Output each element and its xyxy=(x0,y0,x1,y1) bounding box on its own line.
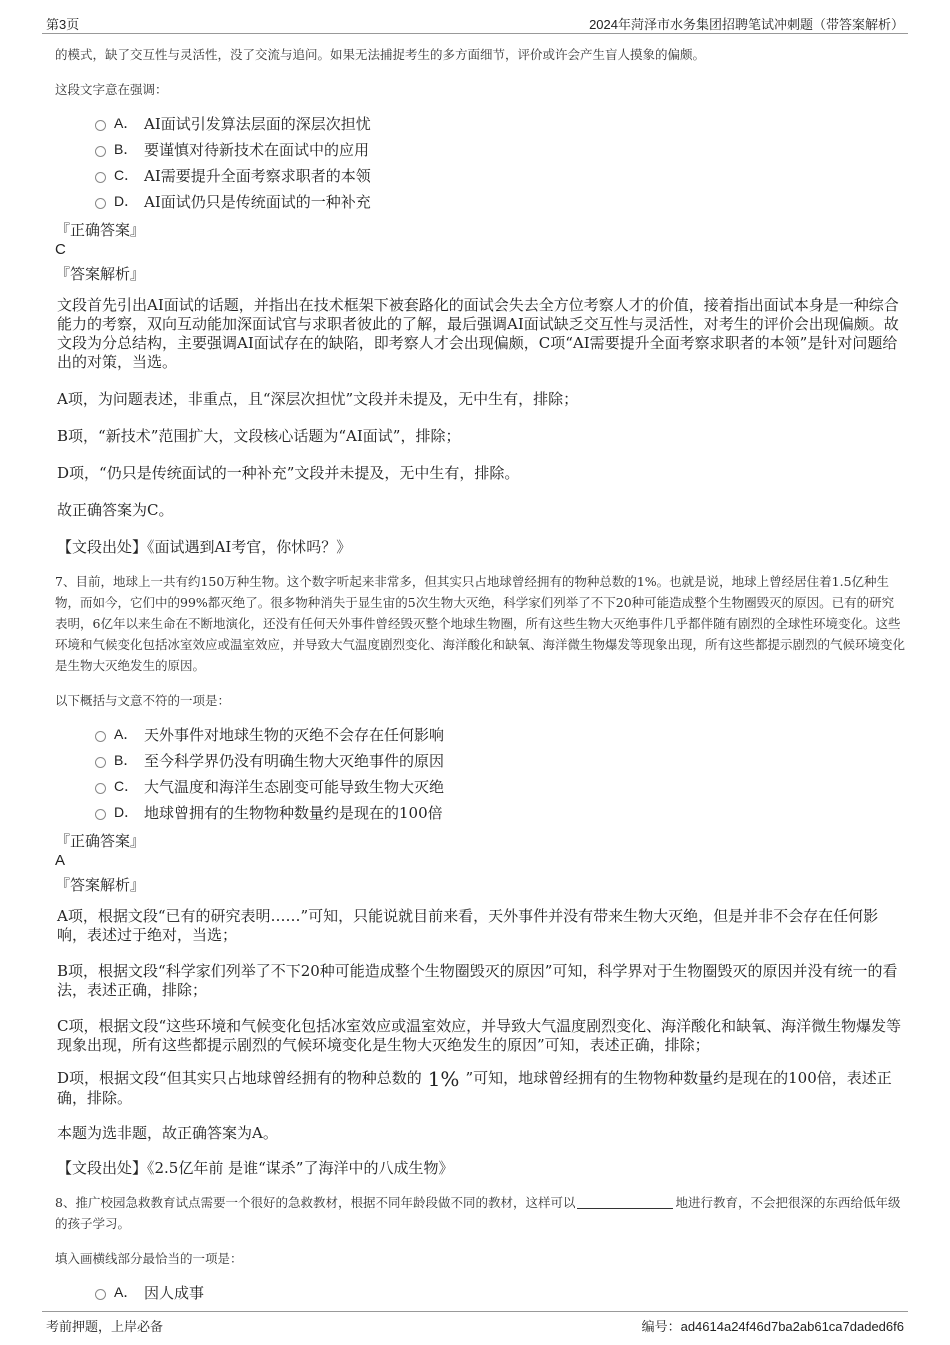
q6-conclusion: 故正确答案为C。 xyxy=(57,501,174,519)
q6-analysis-a: A项，为问题表述，非重点，且“深层次担忧”文段并未提及，无中生有，排除； xyxy=(57,390,579,408)
page-header xyxy=(42,12,908,34)
page-content xyxy=(55,44,905,1305)
q7-option-a[interactable]: A． 天外事件对地球生物的灭绝不会存在任何影响 xyxy=(95,721,905,747)
fill-blank xyxy=(577,1195,673,1209)
footer-slogan: 考前押题，上岸必备 xyxy=(46,1320,164,1335)
q6-answer-tag: 『正确答案』 xyxy=(55,221,146,239)
radio-icon[interactable] xyxy=(95,783,106,794)
q7-analysis-tag: 『答案解析』 xyxy=(55,876,146,894)
q7-option-c[interactable]: C． 大气温度和海洋生态剧变可能导致生物大灭绝 xyxy=(95,773,905,799)
q7-answer-tag: 『正确答案』 xyxy=(55,832,146,850)
radio-icon[interactable] xyxy=(95,731,106,742)
radio-icon[interactable] xyxy=(95,146,106,157)
q6-analysis-main: 文段首先引出AI面试的话题，并指出在技术框架下被套路化的面试会失去全方位考察人才的价值，接着指出面试本身是一种综合能力的考察，双向互动能加深面试官与求职者彼此的了解，最后强调AI面试缺乏交互性与灵活性，对考生的评价会出现偏颇。故文段为分总结构，主要强调AI面试存在的缺陷，即考察人才会出现偏颇，C项“AI需要提升全面考察求职者的本领”是针对问题给出的对策，当选。 xyxy=(57,296,899,371)
q6-answer: C xyxy=(55,241,66,258)
q7-source: 【文段出处】《2.5亿年前 是谁“谋杀”了海洋中的八成生物》 xyxy=(57,1159,454,1177)
q6-analysis-b: B项，“新技术”范围扩大，文段核心话题为“AI面试”，排除； xyxy=(57,427,461,445)
document-id: 编号：ad4614a24f46d7ba2ab61ca7daded6f6 xyxy=(641,1319,904,1334)
q7-option-d[interactable]: D． 地球曾拥有的生物物种数量约是现在的100倍 xyxy=(95,799,905,825)
q8-options xyxy=(95,1279,905,1305)
q6-option-b[interactable]: B． 要谨慎对待新技术在面试中的应用 xyxy=(95,136,905,162)
q7-answer: A xyxy=(55,852,66,869)
radio-icon[interactable] xyxy=(95,809,106,820)
q6-prompt: 这段文字意在强调： xyxy=(55,82,168,97)
q7-analysis-a: A项，根据文段“已有的研究表明……”可知，只能说就目前来看，天外事件并没有带来生物大灭绝，但是并非不会存在任何影响，表述过于绝对，当选； xyxy=(57,907,879,944)
q6-passage-tail: 的模式，缺了交互性与灵活性，没了交流与追问。如果无法捕捉考生的多方面细节，评价或许会产生盲人摸象的偏颇。 xyxy=(55,47,706,62)
radio-icon[interactable] xyxy=(95,757,106,768)
q6-option-a[interactable]: A． AI面试引发算法层面的深层次担忧 xyxy=(95,110,905,136)
q6-option-d[interactable]: D． AI面试仍只是传统面试的一种补充 xyxy=(95,188,905,214)
q6-analysis-tag: 『答案解析』 xyxy=(55,265,146,283)
q7-conclusion: 本题为选非题，故正确答案为A。 xyxy=(57,1124,278,1142)
q7-stem: 7、目前，地球上一共有约150万种生物。这个数字听起来非常多，但其实只占地球曾经拥有的物种总数的1%。也就是说，地球上曾经居住着1.5亿种生物，而如今，它们中的99%都灭绝了。很多物种消失于显生宙的5次生物大灭绝，科学家们列举了不下20种可能造成整个生物圈毁灭的原因。已有的研究表明，6亿年以来生命在不断地演化，还没有任何天外事件曾经毁灭整个地球生物圈，所有这些生物大灭绝事件几乎都伴随有剧烈的全球性环境变化。这些环境和气候变化包括冰室效应或温室效应，并导致大气温度剧烈变化、海洋酸化和缺氧、海洋微生物爆发等现象出现，所有这些都提示剧烈的气候环境变化是生物大灭绝发生的原因。 xyxy=(55,574,906,673)
q7-analysis-c: C项，根据文段“这些环境和气候变化包括冰室效应或温室效应，并导致大气温度剧烈变化、海洋酸化和缺氧、海洋微生物爆发等现象出现，所有这些都提示剧烈的气候环境变化是生物大灭绝发生的原因”可知，表述正确，排除； xyxy=(57,1017,902,1054)
q6-source: 【文段出处】《面试遇到AI考官，你怵吗？》 xyxy=(57,538,352,556)
radio-icon[interactable] xyxy=(95,120,106,131)
q7-option-b[interactable]: B． 至今科学界仍没有明确生物大灭绝事件的原因 xyxy=(95,747,905,773)
percent-symbol: 1% xyxy=(427,1067,460,1091)
q8-stem: 8、推广校园急救教育试点需要一个很好的急救教材，根据不同年龄段做不同的教材，这样可以 地进行教育，不会把很深的东西给低年级的孩子学习。 xyxy=(55,1195,901,1231)
q8-option-a[interactable]: A． 因人成事 xyxy=(95,1279,905,1305)
q7-options xyxy=(95,721,905,825)
q8-prompt: 填入画横线部分最恰当的一项是： xyxy=(55,1251,243,1266)
page-number: 第3页 xyxy=(46,17,80,32)
q7-prompt: 以下概括与文意不符的一项是： xyxy=(55,693,231,708)
radio-icon[interactable] xyxy=(95,172,106,183)
q6-analysis-d: D项，“仍只是传统面试的一种补充”文段并未提及，无中生有，排除。 xyxy=(57,464,520,482)
radio-icon[interactable] xyxy=(95,198,106,209)
q6-option-c[interactable]: C． AI需要提升全面考察求职者的本领 xyxy=(95,162,905,188)
document-title: 2024年菏泽市水务集团招聘笔试冲刺题（带答案解析） xyxy=(589,17,904,32)
q7-analysis-b: B项，根据文段“科学家们列举了不下20种可能造成整个生物圈毁灭的原因”可知，科学界对于生物圈毁灭的原因并没有统一的看法，表述正确，排除； xyxy=(57,962,898,999)
page-footer xyxy=(42,1311,908,1337)
q7-analysis-d: D项，根据文段“但其实只占地球曾经拥有的物种总数的 1% ”可知，地球曾经拥有的生物物种数量约是现在的100倍，表述正确，排除。 xyxy=(57,1067,892,1107)
q6-options xyxy=(95,110,905,214)
radio-icon[interactable] xyxy=(95,1289,106,1300)
